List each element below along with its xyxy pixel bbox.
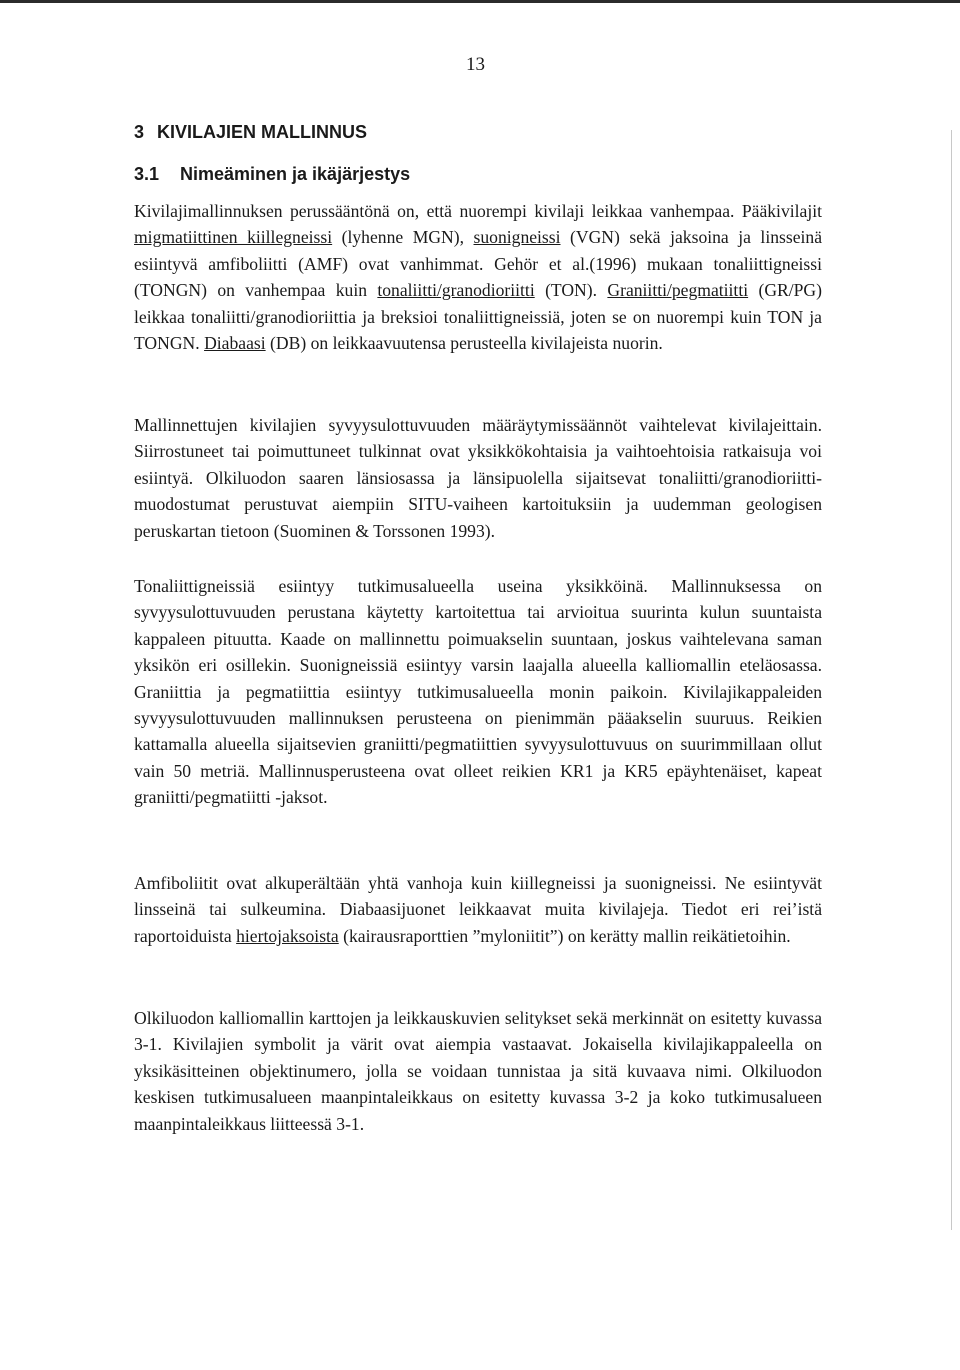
scan-border-right (951, 130, 952, 1230)
term-diabaasi: Diabaasi (204, 333, 266, 354)
text-run: (kairausraporttien ”myloniitit”) on kerätty mallin reikätietoihin. (338, 925, 791, 946)
text-run: (DB) on leikkaavuutensa perusteella kivilajeista nuorin. (265, 333, 663, 354)
section-heading (134, 164, 410, 185)
text-run: (VGN) sekä jaksoina ja linsseinä esiintyvä amfiboliitti (AMF) ovat vanhimmat. Gehör et al.(1996) mukaan tonaliittigneissi (TONGN) on vanhempaa kuin (134, 227, 823, 301)
paragraph-depth-rules: Mallinnettujen kivilajien syvyysulottuvuuden määräytymissäännöt vaihtelevat kivilajeittain. Siirrostuneet tai poimuttuneet tulkinnat ovat yksikkökohtaisia ja vaihtoehtoisia ratkaisuja voi esiintyä. Olkiluodon saaren länsiosassa ja länsipuolella sijaitsevat tonaliitti/granodioriitti-muodostumat perustuvat aiempiin SITU-vaiheen kartoituksiin ja uudemman geologisen peruskartan tietoon (Suominen & Torssonen 1993). (134, 415, 822, 541)
text-run: (lyhenne MGN), (332, 227, 474, 248)
term-hiertojaksoista: hiertojaksoista (236, 925, 339, 946)
text-run: (GR/PG) leikkaa tonaliitti/granodioriittia ja breksioi tonaliittigneissiä, joten se on nuorempi kuin TON ja TONGN. (134, 280, 822, 354)
section-number: 3.1 (134, 164, 160, 184)
paragraph-amphibolites (134, 870, 822, 949)
term-suonigneissi: suonigneissi (473, 227, 561, 248)
paragraph-naming-order (134, 198, 822, 356)
chapter-heading (134, 122, 367, 143)
text-run: Amfiboliitit ovat alkuperältään yhtä vanhoja kuin kiillegneissi ja suonigneissi. Ne esiintyvät linsseinä tai sulkeumina. Diabaasijuonet leikkaavat muita kivilajeja. Tiedot eri rei’istä raportoiduista (134, 873, 822, 946)
scan-border-top (0, 0, 960, 3)
chapter-number: 3 (134, 122, 145, 142)
paragraph-map-legend: Olkiluodon kalliomallin karttojen ja leikkauskuvien selitykset sekä merkinnät on esitetty kuvassa 3-1. Kivilajien symbolit ja värit ovat aiempia vastaavat. Jokaisella kivilajikappaleella on yksikäsitteinen objektinumero, jolla se voidaan tunnistaa ja sitä kuvaava nimi. Olkiluodon keskisen tutkimusalueen maanpintaleikkaus on esitetty kuvassa 3-2 ja koko tutkimusalueen maanpintaleikkaus liitteessä 3-1. (134, 1008, 822, 1134)
text-run: (TON). (534, 280, 608, 301)
term-tonaliitti-granodioriitti: tonaliitti/granodioriitti (377, 280, 535, 301)
chapter-title: KIVILAJIEN MALLINNUS (157, 122, 368, 142)
page-number: 13 (466, 54, 485, 75)
section-title: Nimeäminen ja ikäjärjestys (180, 164, 411, 184)
term-migmatiittinen-kiillegneissi: migmatiittinen kiillegneissi (134, 227, 333, 248)
paragraph-tonalite-gneiss: Tonaliittigneissiä esiintyy tutkimusalueella useina yksikköinä. Mallinnuksessa on syvyysulottuvuuden perustana käytetty kartoitettua tai arvioitua suurinta kulun suuntaista kappaleen pituutta. Kaade on mallinnettu poimuakselin suuntaan, joskus vaihtelevana saman yksikön eri osillekin. Suonigneissiä esiintyy varsin laajalla alueella kalliomallin eteläosassa. Graniittia ja pegmatiittia esiintyy tutkimusalueella monin paikoin. Kivilajikappaleiden syvyysulottuvuuden mallinnuksen perusteena on pienimmän pääakselin suuruus. Reikien kattamalla alueella sijaitsevien graniitti/pegmatiittien syvyysulottuvuus on suurimmillaan ollut vain 50 metriä. Mallinnusperusteena ovat olleet reikien KR1 ja KR5 epäyhtenäiset, kapeat graniitti/pegmatiitti -jaksot. (134, 576, 822, 808)
text-run: Kivilajimallinnuksen perussääntönä on, että nuorempi kivilaji leikkaa vanhempaa. Pääkivilajit (134, 201, 822, 221)
term-graniitti-pegmatiitti: Graniitti/pegmatiitti (607, 280, 749, 301)
